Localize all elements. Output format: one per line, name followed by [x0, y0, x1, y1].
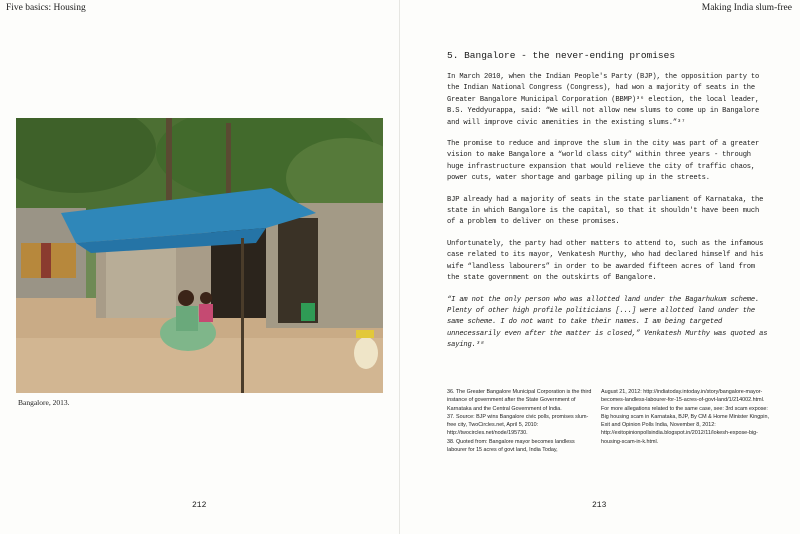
article-quote: “I am not the only person who was allotted land under the Bagarhukum scheme. Plenty of other high profile politicians [...] were allotted land under the same scheme. I do not want to take their names. I am being targeted unnecessarily even after the matter is closed,” Venkatesh Murthy was quoted as saying.³⁸	[447, 295, 768, 350]
photo-caption: Bangalore, 2013.	[18, 398, 70, 407]
footnote: 38. Quoted from: Bangalore mayor becomes landless labourer for 15 acres of govt land, India Today,	[447, 438, 575, 454]
article-paragraph: BJP already had a majority of seats in the state parliament of Karnataka, the state in which Bangalore is the capital, so that it shouldn't have been much of a problem to deliver on these promises.	[447, 195, 764, 227]
footnote: August 21, 2012: http://indiatoday.intoday.in/story/bangalore-mayor-becomes-landless-labourer-for-15-acres-of-govt-land/1/214002.html. For more allegations related to the same case, see: 3rd scam expose: Big housing scam in Karnataka, BJP, By CM & Home Minister Kingpin, Exit and Opinion Polls India, November 8, 2012: http://exitopinionpollsindia.blogspot.in/2012/11/lokesh-expose-big-housing-scam-in-k.html.	[601, 389, 769, 445]
article-paragraph: The promise to reduce and improve the slum in the city was part of a greater vision to make Bangalore a “world class city” within three years - through huge infrastructure expansion that would relieve the city of traffic chaos, power cuts, water shortage and garbage piling up in the streets.	[447, 140, 760, 183]
footnotes-left	[447, 388, 593, 454]
section-heading: 5. Bangalore - the never-ending promises	[447, 50, 676, 61]
page-number-right: 213	[592, 501, 607, 510]
footnote: 37. Source: BJP wins Bangalore civic polls, promises slum-free city, TwoCircles.net, April 5, 2010: http://twocircles.net/node/195730.	[447, 413, 589, 437]
article-paragraph: In March 2010, when the Indian People's Party (BJP), the opposition party to the Indian National Congress (Congress), had won a majority of seats in the Greater Bangalore Municipal Corporation (BBMP)³⁶ election, the local leader, B.S. Yeddyurappa, said: “We will not allow new slums to come up in Bangalore and will improve civic amenities in the existing slums.”³⁷	[447, 73, 760, 127]
article-column	[447, 50, 769, 362]
running-header-right: Making India slum-free	[701, 3, 792, 13]
slum-photograph	[16, 118, 383, 393]
page-gutter	[399, 0, 400, 534]
footnotes-right	[601, 388, 769, 446]
article-paragraph: Unfortunately, the party had other matters to attend to, such as the infamous case related to its mayor, Venkatesh Murthy, who had declared himself and his wife “landless labourers” in order to be awarded fifteen acres of land from the state government on the outskirts of Bangalore.	[447, 239, 764, 283]
footnote: 36. The Greater Bangalore Municipal Corporation is the third instance of government after the State Government of Karnataka and the Central Government of India.	[447, 389, 592, 412]
page-number-left: 212	[192, 501, 207, 510]
running-header-left: Five basics: Housing	[6, 3, 86, 13]
